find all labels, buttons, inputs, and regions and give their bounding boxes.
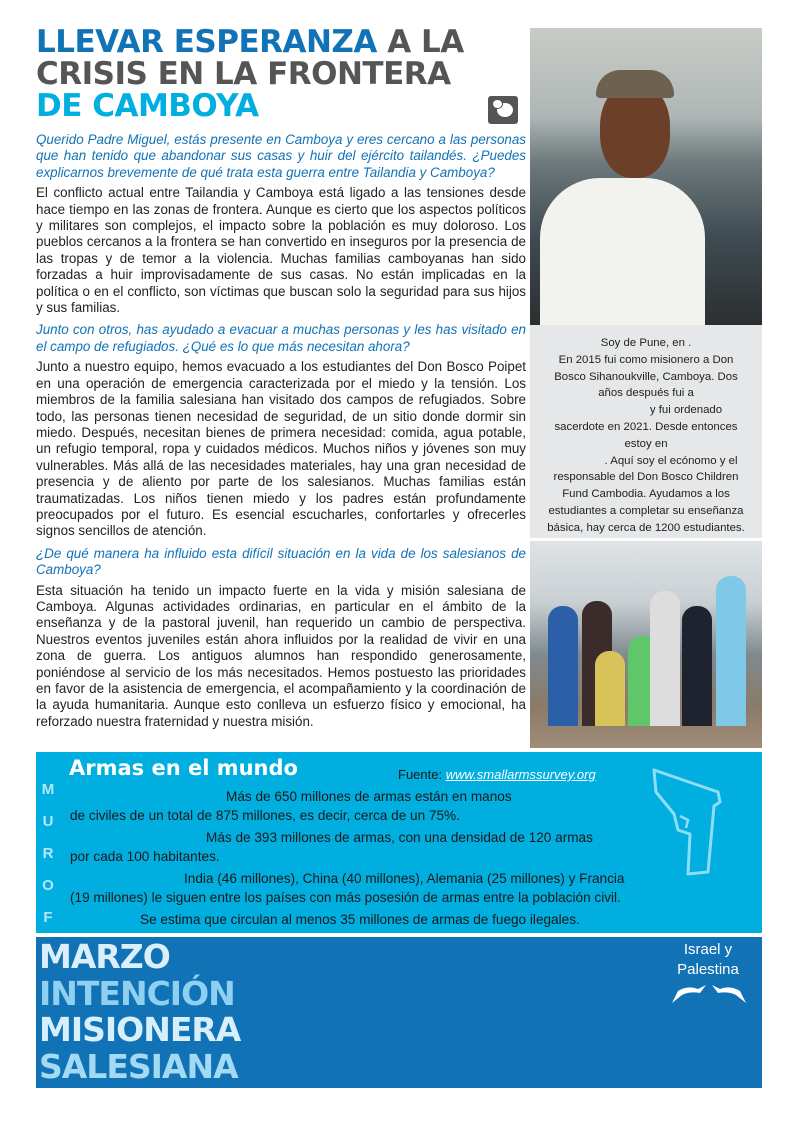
photo-person (716, 576, 746, 726)
caption-line: Bosco Sihanoukville, Camboya. Dos (554, 370, 738, 383)
intention-topic (668, 940, 748, 980)
mission-intention-banner (36, 937, 762, 1088)
photo-person (595, 651, 625, 726)
intention-title (39, 939, 240, 1085)
group-photo (530, 541, 762, 748)
side-letter: M (41, 781, 55, 798)
photo-person (650, 591, 680, 726)
title-part: A LA (376, 24, 464, 60)
question-2: Junto con otros, has ayudado a evacuar a muchas personas y les has visitado en el campo de refugiados. ¿Qué es lo que más necesitan ahora? (36, 322, 526, 354)
intention-line: MARZO (39, 937, 170, 976)
caption-line: estudiantes a completar su enseñanza (548, 504, 744, 517)
question-3: ¿De qué manera ha influido esta difícil situación en la vida de los salesianos de Camboya? (36, 545, 526, 578)
side-letter: F (43, 909, 53, 926)
caption-line: . Aquí soy el ecónomo y el (604, 454, 738, 467)
answer-1: El conflicto actual entre Tailandia y Camboya está ligado a las tensiones desde hace tiempo en las zonas de frontera. Aunque es cierto que los aspectos políticos y militares son complejos, el impacto sobre la población es muy doloroso. Los pueblos cercanos a la frontera se han convertido en inseguros por la presencia de las tropas y de temor a la violencia. Muchas familias camboyanas han sido forzadas a huir improvisadamente de sus casas. No están implicadas en la política o en el conflicto, son víctimas que buscan solo la seguridad para sus hijos y sus familias. (36, 185, 526, 316)
caption-line: Soy de Pune, en . (600, 337, 692, 349)
page-title (36, 26, 506, 122)
forum-source (398, 767, 596, 782)
intention-line: SALESIANA (39, 1046, 238, 1086)
answer-2: Junto a nuestro equipo, hemos evacuado a los estudiantes del Don Bosco Poipet en una operación de emergencia caracterizada por el miedo y la tensión. Los miembros de la familia salesiana han visitado dos campos de refugiados. Sobre todo, las personas tienen necesidad de seguridad, de un sitio donde dormir sin miedo. Después, necesitan bienes de primera necesidad: comida, agua potable, un refugio temporal, ropa y cuidados médicos. Muchos niños y jóvenes son muy vulnerables. Más allá de las necesidades materiales, hay una gran necesidad de presencia y de aliento por parte de los salesianos. Muchas familias están traumatizadas. Los niños tienen miedo y los padres están profundamente preocupados por el futuro. Es esencial escucharles, confortarles y ofrecerles signos sencillos de atención. (36, 359, 526, 539)
forum-line: (19 millones) le siguen entre los países con más posesión de armas entre la población civil. (70, 890, 621, 905)
source-label: Fuente: (398, 767, 446, 782)
intention-line: INTENCIÓN (39, 973, 235, 1013)
forum-heading: Armas en el mundo (69, 756, 298, 780)
photo-shirt (540, 178, 705, 325)
side-letter: O (42, 877, 54, 894)
question-1: Querido Padre Miguel, estás presente en Camboya y eres cercano a las personas que han tenido que abandonar sus casas y huir del ejército tailandés. ¿Puedes explicarnos brevemente de qué trata esta guerra entre Tailandia y Camboya? (36, 132, 526, 180)
article-body (36, 132, 526, 736)
side-letter: U (42, 813, 54, 830)
forum-line: India (46 millones), China (40 millones), Alemania (25 millones) y Francia (184, 871, 625, 886)
title-part: DE CAMBOYA (36, 88, 259, 124)
topic-line: Palestina (677, 961, 739, 978)
interview-chat-icon (488, 96, 518, 124)
caption-line: responsable del Don Bosco Children (553, 471, 739, 484)
forum-line: por cada 100 habitantes. (70, 849, 220, 864)
photo-person (548, 606, 578, 726)
photo-person (682, 606, 712, 726)
forum-line: de civiles de un total de 875 millones, es decir, cerca de un 75%. (70, 808, 460, 823)
caption-line: Fund Cambodia. Ayudamos a los (562, 488, 730, 501)
answer-3: Esta situación ha tenido un impacto fuerte en la vida y misión salesiana de Camboya. Algunas actividades ordinarias, en particular en el ámbito de la enseñanza y de la pastoral juvenil, han requerido un cambio de perspectiva. Nuestros eventos juveniles están ahora influidos por la realidad de vivir en una zona de guerra. Los antiguos alumnos han respondido generosamente, poniéndose al servicio de los más necesitados. Hemos postuesto las prioridades en favor de la asistencia de emergencia, el acompañamiento y la coordinación de la ayuda humanitaria. Aunque esto conlleva un esfuerzo físico y emocional, ha reforzado nuestra fraternidad y nuestra misión. (36, 582, 526, 729)
pistol-icon (648, 762, 728, 882)
forum-line: Se estima que circulan al menos 35 millones de armas de fuego ilegales. (140, 912, 580, 927)
portrait-photo (530, 28, 762, 325)
caption-line: En 2015 fui como misionero a Don (558, 353, 734, 366)
forum-side-label (40, 774, 56, 934)
caption-line: sacerdote en 2021. Desde entonces (554, 420, 738, 433)
forum-line: Más de 650 millones de armas están en manos (226, 789, 512, 804)
intention-line: MISIONERA (39, 1010, 241, 1049)
caption-line: básica, hay cerca de 1200 estudiantes. (547, 521, 745, 534)
open-hands-icon (670, 981, 748, 1005)
topic-line: Israel y (683, 941, 733, 958)
source-link[interactable]: www.smallarmssurvey.org (445, 767, 596, 782)
title-part: CRISIS EN LA FRONTERA (36, 56, 451, 92)
caption-line: años después fui a (598, 387, 694, 400)
forum-line: Más de 393 millones de armas, con una densidad de 120 armas (206, 830, 593, 845)
side-letter: R (42, 845, 54, 862)
caption-line: estoy en (624, 437, 668, 450)
bio-caption (530, 325, 762, 538)
photo-cap (596, 70, 674, 98)
title-part: LLEVAR ESPERANZA (36, 24, 377, 60)
forum-box (36, 752, 762, 933)
caption-line: y fui ordenado (649, 404, 723, 417)
